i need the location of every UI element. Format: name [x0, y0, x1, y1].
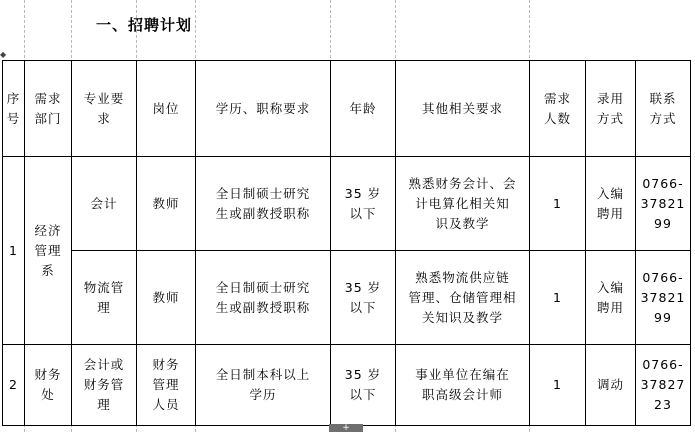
- header-other: 其他相关要求: [396, 61, 530, 157]
- cell-contact: 0766- 37827 23: [636, 345, 691, 426]
- cell-other: 事业单位在编在 职高级会计师: [396, 345, 530, 426]
- recruitment-plan-table: [2, 60, 691, 426]
- cell-major: 会计或 财务管 理: [72, 345, 137, 426]
- header-contact: 联系 方式: [636, 61, 691, 157]
- cell-dept: 经济 管理 系: [25, 157, 72, 345]
- header-major: 专业要 求: [72, 61, 137, 157]
- cell-education: 全日制硕士研究 生或副教授职称: [196, 251, 331, 345]
- cell-count: 1: [530, 251, 586, 345]
- cell-method: 调动: [586, 345, 636, 426]
- cell-method: 入编 聘用: [586, 251, 636, 345]
- cell-position: 教师: [137, 157, 196, 251]
- add-row-button[interactable]: +: [329, 424, 363, 432]
- cell-contact: 0766- 37821 99: [636, 157, 691, 251]
- section-title: 一、招聘计划: [96, 16, 193, 34]
- cell-position: 教师: [137, 251, 196, 345]
- cell-dept: 财务 处: [25, 345, 72, 426]
- header-education: 学历、职称要求: [196, 61, 331, 157]
- cell-education: 全日制硕士研究 生或副教授职称: [196, 157, 331, 251]
- header-age: 年龄: [331, 61, 396, 157]
- cell-count: 1: [530, 345, 586, 426]
- cell-seq: 1: [3, 157, 25, 345]
- cell-major: 物流管 理: [72, 251, 137, 345]
- table-row: [3, 345, 691, 426]
- cell-count: 1: [530, 157, 586, 251]
- header-count: 需求 人数: [530, 61, 586, 157]
- cell-method: 入编 聘用: [586, 157, 636, 251]
- table-row: [3, 251, 691, 345]
- cell-seq: 2: [3, 345, 25, 426]
- header-method: 录用 方式: [586, 61, 636, 157]
- cell-age: 35 岁 以下: [331, 345, 396, 426]
- table-anchor-icon: ◆: [0, 50, 7, 59]
- header-row: [3, 61, 691, 157]
- cell-other: 熟悉物流供应链 管理、仓储管理相 关知识及教学: [396, 251, 530, 345]
- cell-other: 熟悉财务会计、会 计电算化相关知 识及教学: [396, 157, 530, 251]
- cell-contact: 0766- 37821 99: [636, 251, 691, 345]
- table-row: [3, 157, 691, 251]
- cell-position: 财务 管理 人员: [137, 345, 196, 426]
- header-dept: 需求 部门: [25, 61, 72, 157]
- cell-age: 35 岁 以下: [331, 157, 396, 251]
- header-position: 岗位: [137, 61, 196, 157]
- cell-education: 全日制本科以上 学历: [196, 345, 331, 426]
- header-seq: 序 号: [3, 61, 25, 157]
- cell-age: 35 岁 以下: [331, 251, 396, 345]
- cell-major: 会计: [72, 157, 137, 251]
